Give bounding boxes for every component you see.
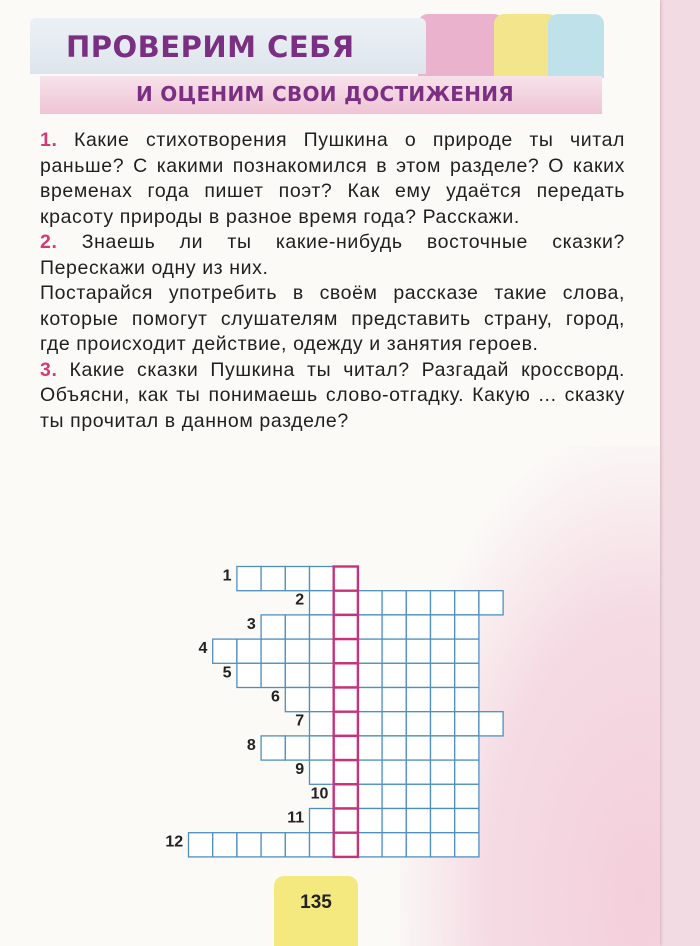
crossword-cell[interactable]	[285, 833, 309, 857]
crossword-cell[interactable]	[431, 615, 455, 639]
crossword-cell[interactable]	[358, 615, 382, 639]
crossword-cell[interactable]	[358, 736, 382, 760]
crossword-cell[interactable]	[358, 639, 382, 663]
crossword-cell[interactable]	[358, 591, 382, 615]
crossword-cell[interactable]	[285, 639, 309, 663]
page-subtitle: И ОЦЕНИМ СВОИ ДОСТИЖЕНИЯ	[136, 82, 514, 106]
crossword-cell[interactable]	[382, 688, 406, 712]
crossword-cell[interactable]	[455, 712, 479, 736]
crossword-row-label-2: 2	[295, 591, 305, 609]
crossword-cell[interactable]	[310, 591, 334, 615]
crossword-cell[interactable]	[237, 567, 261, 591]
crossword-cell[interactable]	[431, 712, 455, 736]
crossword-cell[interactable]	[382, 809, 406, 833]
crossword-cell[interactable]	[382, 760, 406, 784]
crossword-cell[interactable]	[455, 591, 479, 615]
crossword-cell[interactable]	[382, 712, 406, 736]
crossword-cell[interactable]	[261, 639, 285, 663]
crossword-cell[interactable]	[431, 833, 455, 857]
crossword-cell[interactable]	[261, 615, 285, 639]
crossword-cell[interactable]	[406, 784, 430, 808]
crossword-cell[interactable]	[382, 663, 406, 687]
crossword-cell[interactable]	[358, 833, 382, 857]
crossword-cell[interactable]	[431, 639, 455, 663]
crossword-cell[interactable]	[213, 639, 237, 663]
crossword-cell[interactable]	[237, 639, 261, 663]
question-text: Какие сказки Пушкина ты читал? Разгадай кроссворд. Объясни, как ты понимаешь слово-отгадку. Какую ... сказку ты прочитал в данном разделе?	[40, 358, 625, 432]
crossword-cell[interactable]	[310, 639, 334, 663]
page-number: 135	[300, 892, 332, 913]
crossword-row-label-3: 3	[246, 615, 256, 633]
crossword-cell[interactable]	[285, 567, 309, 591]
crossword-cell[interactable]	[455, 809, 479, 833]
crossword-cell[interactable]	[358, 663, 382, 687]
crossword-row-label-1: 1	[222, 567, 232, 585]
crossword-row-label-6: 6	[271, 688, 280, 706]
crossword-cell[interactable]	[358, 809, 382, 833]
crossword-cell[interactable]	[310, 688, 334, 712]
crossword-cell[interactable]	[406, 591, 430, 615]
crossword-cell[interactable]	[406, 809, 430, 833]
crossword-cell[interactable]	[237, 663, 261, 687]
question-text: Знаешь ли ты какие-нибудь восточные сказки? Перескажи одну из них.	[40, 231, 625, 279]
crossword-cell[interactable]	[455, 760, 479, 784]
crossword-cell[interactable]	[261, 663, 285, 687]
crossword-cell[interactable]	[431, 809, 455, 833]
question-text: Какие стихотворения Пушкина о природе ты читал раньше? С какими познакомился в этом разделе? О каких временах года пишет поэт? Как ему удаётся передать красоту природы в разное время года? Расскажи.	[40, 129, 625, 228]
crossword-cell[interactable]	[455, 784, 479, 808]
crossword-cell[interactable]	[213, 833, 237, 857]
crossword-cell[interactable]	[285, 615, 309, 639]
crossword-cell[interactable]	[431, 591, 455, 615]
crossword-cell[interactable]	[431, 760, 455, 784]
crossword-cell[interactable]	[382, 639, 406, 663]
crossword-cell[interactable]	[358, 760, 382, 784]
crossword-row-label-8: 8	[246, 736, 256, 754]
crossword-cell[interactable]	[261, 833, 285, 857]
crossword-key-cell[interactable]	[334, 688, 358, 712]
crossword-row-label-10: 10	[310, 785, 329, 803]
crossword-key-cell[interactable]	[334, 567, 358, 591]
crossword-cell[interactable]	[382, 784, 406, 808]
crossword-row-label-7: 7	[295, 712, 305, 730]
crossword-cell[interactable]	[310, 760, 334, 784]
crossword-cell[interactable]	[431, 688, 455, 712]
crossword-cell[interactable]	[406, 712, 430, 736]
crossword-cell[interactable]	[310, 615, 334, 639]
crossword-cell[interactable]	[406, 688, 430, 712]
crossword-cell[interactable]	[310, 736, 334, 760]
crossword-key-cell[interactable]	[334, 639, 358, 663]
crossword-cell[interactable]	[406, 615, 430, 639]
crossword-cell[interactable]	[406, 736, 430, 760]
crossword-cell[interactable]	[310, 663, 334, 687]
crossword-cell[interactable]	[285, 688, 309, 712]
crossword-cell[interactable]	[261, 567, 285, 591]
crossword-key-cell[interactable]	[334, 663, 358, 687]
crossword-cell[interactable]	[285, 736, 309, 760]
crossword-row-label-5: 5	[222, 664, 232, 682]
crossword-cell[interactable]	[406, 639, 430, 663]
crossword-cell[interactable]	[479, 712, 503, 736]
crossword-cell[interactable]	[455, 833, 479, 857]
crossword-cell[interactable]	[382, 615, 406, 639]
crossword-cell[interactable]	[261, 736, 285, 760]
crossword-cell[interactable]	[406, 663, 430, 687]
crossword-cell[interactable]	[406, 760, 430, 784]
crossword-key-cell[interactable]	[334, 760, 358, 784]
question-number: 1.	[40, 129, 58, 151]
crossword-cell[interactable]	[431, 784, 455, 808]
crossword-cell[interactable]	[358, 688, 382, 712]
crossword-cell[interactable]	[237, 833, 261, 857]
crossword-key-cell[interactable]	[334, 809, 358, 833]
crossword-cell[interactable]	[455, 736, 479, 760]
crossword-cell[interactable]	[189, 833, 213, 857]
question-number: 3.	[40, 358, 58, 381]
crossword-cell[interactable]	[358, 784, 382, 808]
crossword-key-cell[interactable]	[334, 591, 358, 615]
crossword-cell[interactable]	[310, 809, 334, 833]
crossword-cell[interactable]	[479, 591, 503, 615]
crossword-row-label-11: 11	[287, 809, 305, 827]
crossword-cell[interactable]	[310, 712, 334, 736]
crossword-key-cell[interactable]	[334, 833, 358, 857]
question-number: 2.	[40, 231, 58, 253]
crossword-cell[interactable]	[455, 663, 479, 687]
crossword-row-label-4: 4	[198, 640, 208, 658]
crossword-cell[interactable]	[358, 712, 382, 736]
crossword-cell[interactable]	[455, 688, 479, 712]
crossword-cell[interactable]	[310, 833, 334, 857]
crossword-key-cell[interactable]	[334, 736, 358, 760]
crossword-cell[interactable]	[406, 833, 430, 857]
crossword-row-label-12: 12	[165, 833, 184, 851]
crossword-cell[interactable]	[382, 833, 406, 857]
crossword-cell[interactable]	[310, 567, 334, 591]
crossword-key-cell[interactable]	[334, 615, 358, 639]
crossword-cell[interactable]	[431, 736, 455, 760]
crossword-cell[interactable]	[455, 615, 479, 639]
crossword-cell[interactable]	[455, 639, 479, 663]
crossword-key-cell[interactable]	[334, 712, 358, 736]
crossword-key-cell[interactable]	[334, 784, 358, 808]
crossword-row-label-9: 9	[295, 761, 305, 779]
crossword-cell[interactable]	[382, 736, 406, 760]
question-2-continuation: Постарайся употребить в своём рассказе такие слова, которые помогут слушателям представить страну, город, где происходит действие, одежду и занятия героев.	[40, 282, 625, 355]
crossword-cell[interactable]	[285, 663, 309, 687]
crossword-cell[interactable]	[382, 591, 406, 615]
page-title: ПРОВЕРИМ СЕБЯ	[66, 30, 355, 64]
crossword-cell[interactable]	[431, 663, 455, 687]
